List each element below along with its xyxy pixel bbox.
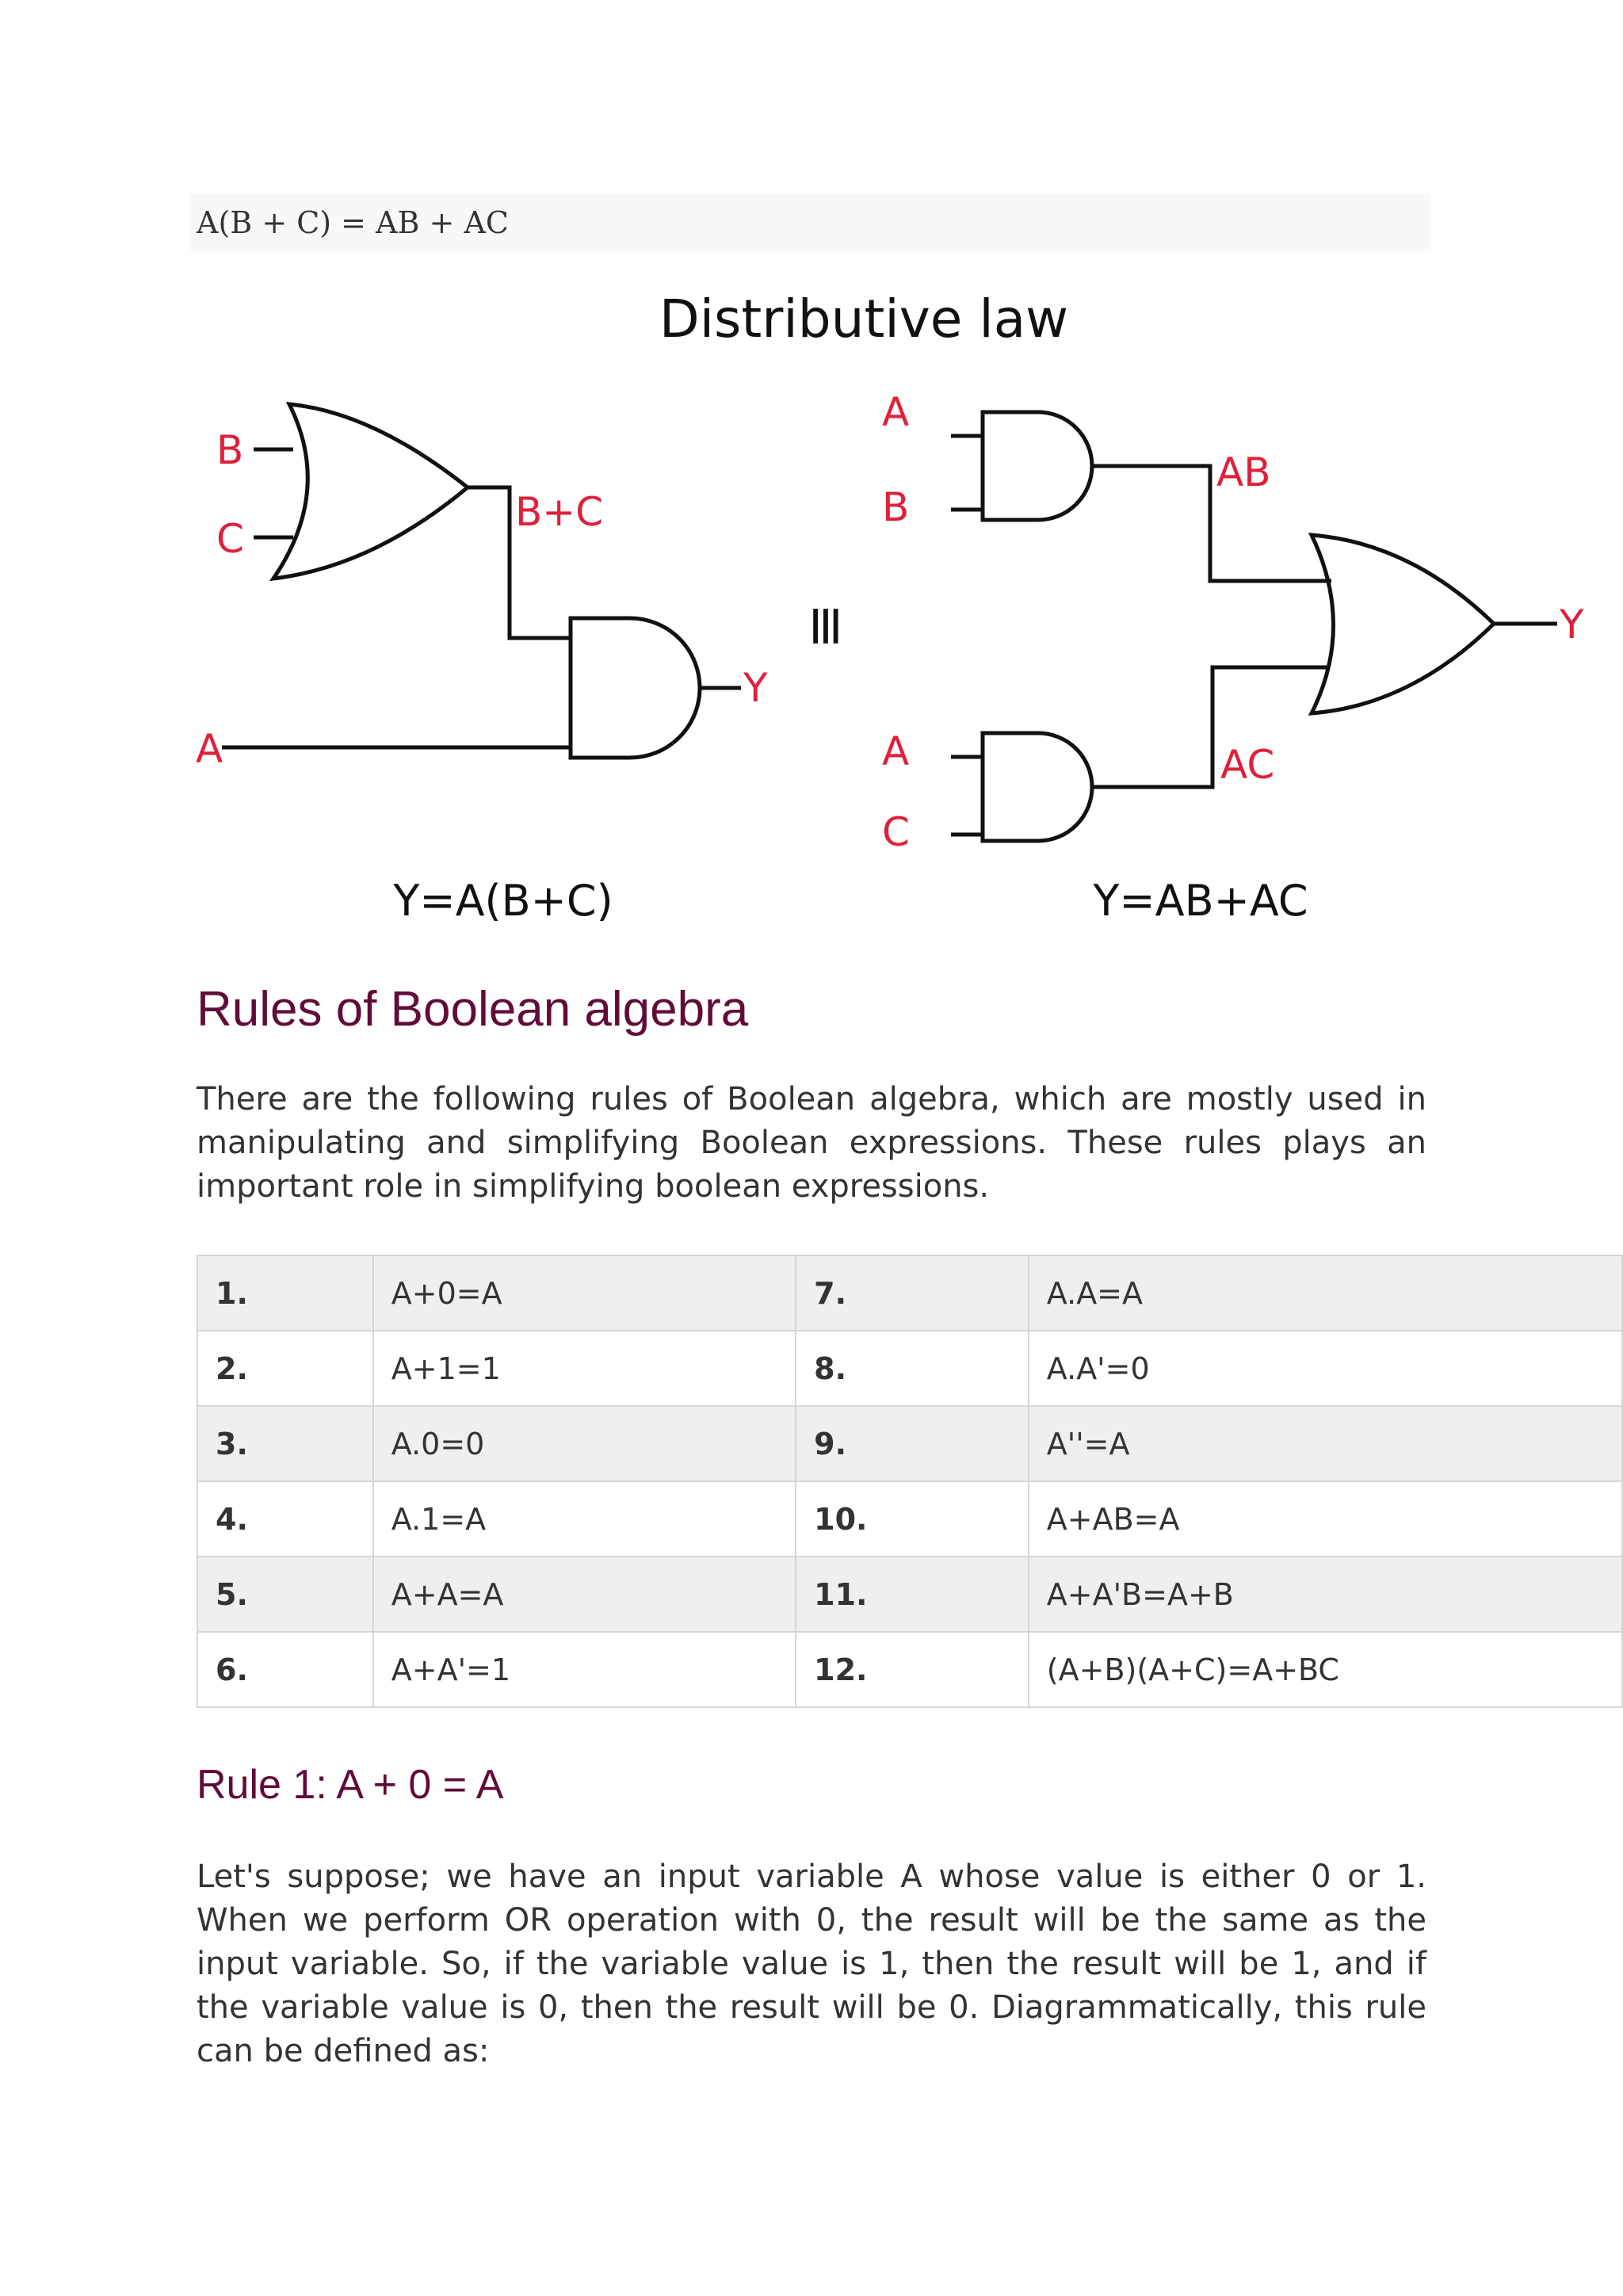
rule-expression: A.1=A [373,1481,796,1557]
table-row [197,1255,1622,1331]
rule-number: 5. [197,1557,373,1632]
diagram-title: Distributive law [659,288,1069,350]
rule-number: 10. [796,1481,1029,1557]
table-row [197,1331,1622,1406]
rule-number: 6. [197,1632,373,1707]
input-b-label: B [216,427,244,473]
rule-expression: A.0=0 [373,1406,796,1481]
rule-expression: A.A'=0 [1029,1331,1622,1406]
rule-expression: A+A'B=A+B [1029,1557,1622,1632]
rule-number: 8. [796,1331,1029,1406]
rule-expression: A+AB=A [1029,1481,1622,1557]
table-row [197,1481,1622,1557]
section-title: Rules of Boolean algebra [197,982,749,1037]
ab-label: AB [1216,449,1271,495]
rule-expression: (A+B)(A+C)=A+BC [1029,1632,1622,1707]
rule-expression: A+0=A [373,1255,796,1331]
rule-number: 7. [796,1255,1029,1331]
table-row [197,1406,1622,1481]
input-a-label: A [196,726,223,772]
rule-expression: A+A=A [373,1557,796,1632]
rule1-title: Rule 1: A + 0 = A [197,1762,504,1808]
table-row [197,1632,1622,1707]
rule-number: 1. [197,1255,373,1331]
rule-expression: A''=A [1029,1406,1622,1481]
rule-expression: A+A'=1 [373,1632,796,1707]
equivalence-symbol: ≡ [795,602,860,650]
rule-number: 2. [197,1331,373,1406]
bottom-input-a-label: A [882,728,910,774]
rules-table [197,1255,1623,1708]
right-caption: Y=AB+AC [1093,876,1308,926]
ac-label: AC [1220,742,1275,788]
input-c-label: C [216,516,244,562]
rule-expression: A.A=A [1029,1255,1622,1331]
rule-number: 12. [796,1632,1029,1707]
bottom-input-c-label: C [882,809,910,855]
top-input-b-label: B [882,484,910,530]
rule-expression: A+1=1 [373,1331,796,1406]
rule-number: 3. [197,1406,373,1481]
rule-number: 9. [796,1406,1029,1481]
distributive-law-diagram [186,273,1623,955]
rule-number: 4. [197,1481,373,1557]
table-row [197,1557,1622,1632]
intro-paragraph: There are the following rules of Boolean algebra, which are mostly used in manipulating and simplifying Boolean expressions. These rules plays an important role in simplifying boolean expressions. [197,1081,1426,1205]
left-output-label: Y [743,665,768,711]
rule1-paragraph: Let's suppose; we have an input variable A whose value is either 0 or 1. When we perform OR operation with 0, the result will be the same as the input variable. So, if the variable value is 1, then the result will be 1, and if the variable value is 0, then the result will be 0. Diagrammatically, this rule can be defined as: [197,1859,1426,2069]
b-plus-c-label: B+C [515,489,604,535]
code-expression: A(B + C) = AB + AC [190,194,1430,251]
left-caption: Y=A(B+C) [393,876,613,926]
right-output-label: Y [1560,602,1584,648]
rule-number: 11. [796,1557,1029,1632]
top-input-a-label: A [882,389,910,435]
